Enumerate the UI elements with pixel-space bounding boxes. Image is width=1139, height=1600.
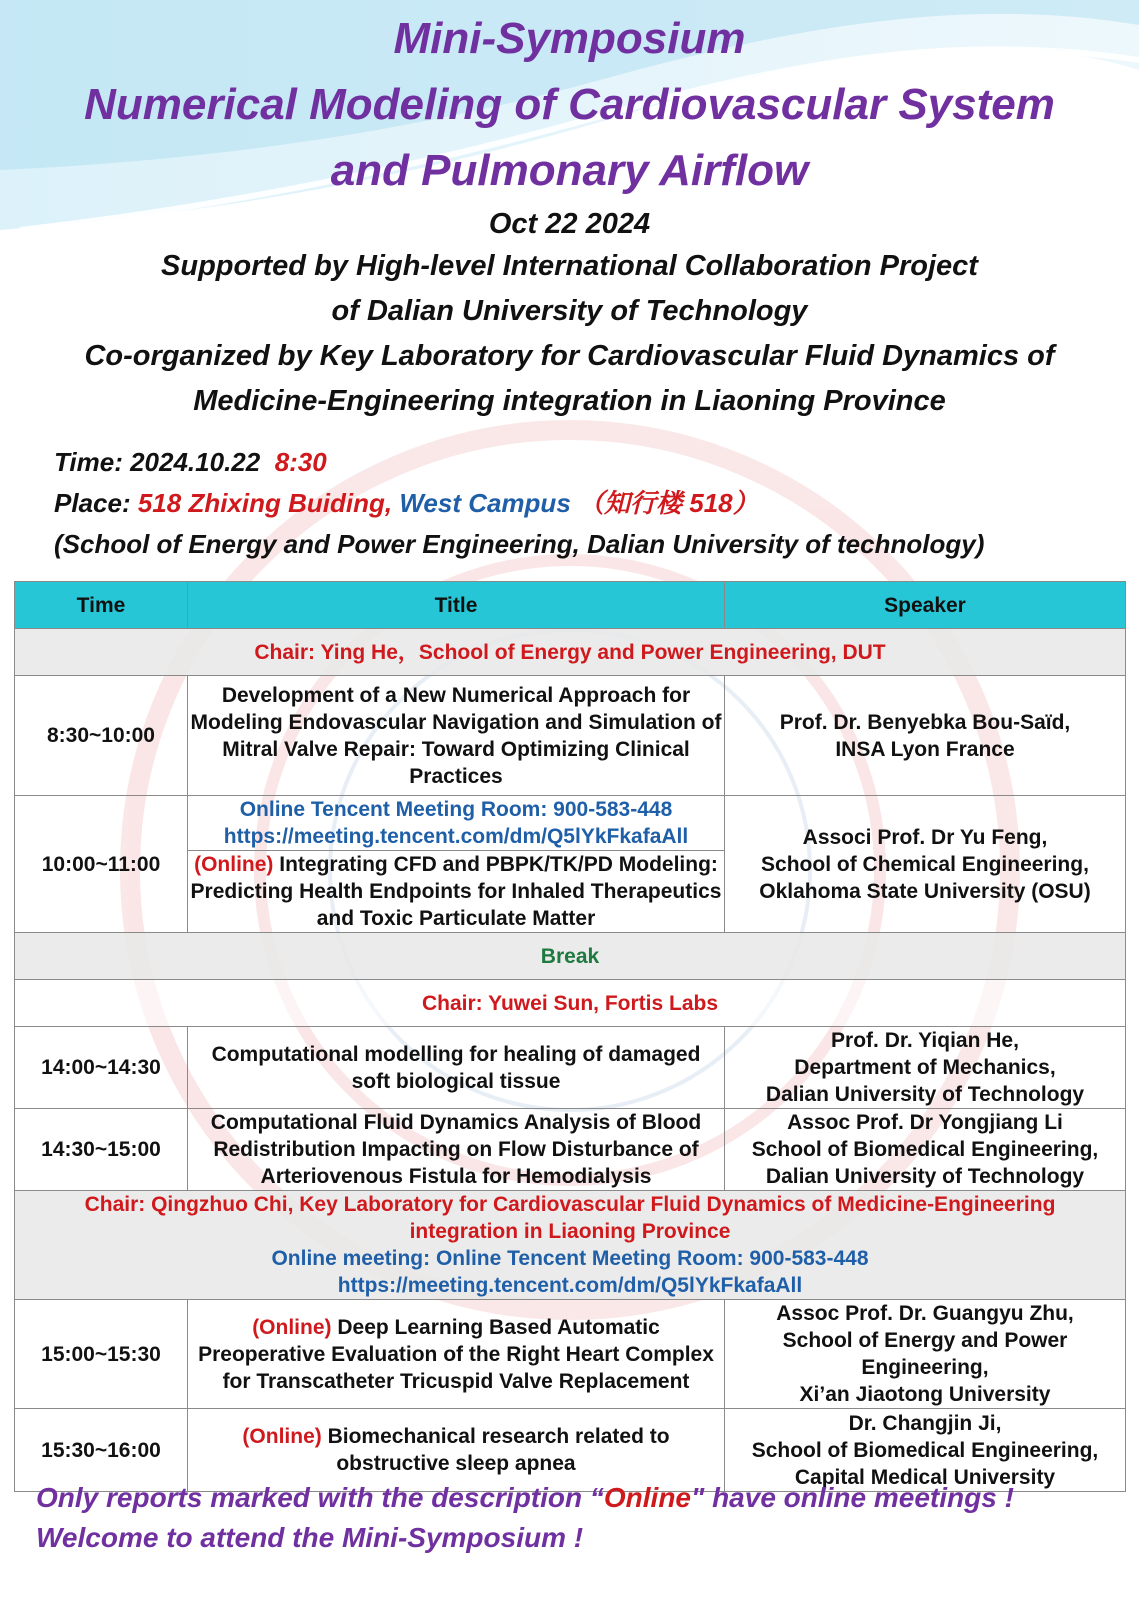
- session-title: Development of a New Numerical Approach for Modeling Endovascular Navigation and Simulation of Mitral Valve Repair: Toward Optimizing Clinical Practices: [188, 676, 725, 796]
- speaker-name: Associ Prof. Dr Yu Feng,: [802, 825, 1048, 849]
- session-row: [15, 1027, 1126, 1109]
- header-speaker: Speaker: [725, 582, 1126, 629]
- chair-3-line-1: Chair: Qingzhuo Chi, Key Laboratory for Cardiovascular Fluid Dynamics of Medicine-Engineering: [84, 1193, 1056, 1216]
- chair-row-1: [15, 629, 1126, 676]
- session-title: Computational Fluid Dynamics Analysis of Blood Redistribution Impacting on Flow Disturbance of Arteriovenous Fistula for Hemodialysis: [188, 1109, 725, 1191]
- speaker-institution: Oklahoma State University (OSU): [759, 879, 1091, 903]
- footer-line-1-pre: Only reports marked with the description “: [36, 1482, 604, 1513]
- speaker-name: Assoc Prof. Dr Yongjiang Li: [787, 1111, 1063, 1134]
- session-title: [188, 851, 724, 932]
- title-line-1: Mini-Symposium: [393, 14, 746, 63]
- online-tag: (Online): [194, 853, 274, 876]
- footer-line-1-post: " have online meetings !: [691, 1482, 1014, 1513]
- speaker-institution: Capital Medical University: [794, 1465, 1056, 1489]
- session-speaker: [725, 796, 1126, 933]
- speaker-institution: Dalian University of Technology: [765, 1165, 1085, 1188]
- title-line-2: Numerical Modeling of Cardiovascular System: [84, 80, 1055, 129]
- chair-3-meeting: Online meeting: Online Tencent Meeting Room: 900-583-448: [271, 1247, 869, 1270]
- speaker-name: Prof. Dr. Benyebka Bou-Saïd,: [779, 710, 1071, 734]
- place-label: Place:: [54, 488, 131, 518]
- speaker-institution: Xi’an Jiaotong University: [799, 1383, 1051, 1406]
- chair-row-2: [15, 980, 1126, 1027]
- speaker-affiliation: Department of Mechanics,: [794, 1056, 1056, 1079]
- session-title: Computational modelling for healing of damaged soft biological tissue: [188, 1027, 725, 1109]
- session-speaker: [725, 1300, 1126, 1409]
- session-time: 10:00~11:00: [15, 796, 188, 933]
- support-line-2: of Dalian University of Technology: [331, 295, 808, 327]
- session-title-text: Biomechanical research related to obstructive sleep apnea: [321, 1425, 670, 1475]
- session-row: [15, 796, 1126, 933]
- break-row: [15, 933, 1126, 980]
- coorganizer-line-1: Co-organized by Key Laboratory for Cardiovascular Fluid Dynamics of: [84, 340, 1055, 372]
- session-row: [15, 676, 1126, 796]
- chair-3-line-2: integration in Liaoning Province: [409, 1220, 731, 1243]
- session-row: [15, 1109, 1126, 1191]
- speaker-affiliation: School of Energy and Power Engineering,: [782, 1329, 1068, 1379]
- footer-line-1: [36, 1478, 1014, 1518]
- speaker-name: Assoc Prof. Dr. Guangyu Zhu,: [776, 1302, 1074, 1325]
- session-row: [15, 1300, 1126, 1409]
- table-header-row: [15, 582, 1126, 629]
- event-date: Oct 22 2024: [488, 208, 651, 240]
- place-line: [54, 483, 1139, 524]
- break-label: Break: [15, 933, 1126, 980]
- time-line: [54, 442, 1139, 483]
- header: [0, 0, 1139, 424]
- session-speaker: [725, 676, 1126, 796]
- meeting-room: Online Tencent Meeting Room: 900-583-448: [239, 798, 673, 821]
- header-time: Time: [15, 582, 188, 629]
- speaker-affiliation: School of Chemical Engineering,: [761, 852, 1089, 876]
- chair-3-link[interactable]: https://meeting.tencent.com/dm/Q5lYkFkafaAll: [337, 1274, 803, 1297]
- chair-1: Chair: Ying He，School of Energy and Power Engineering, DUT: [15, 629, 1126, 676]
- session-time: 15:00~15:30: [15, 1300, 188, 1409]
- chair-3: [15, 1191, 1126, 1300]
- session-time: 14:30~15:00: [15, 1109, 188, 1191]
- support-line-1: Supported by High-level International Collaboration Project: [161, 250, 978, 282]
- header-title: Title: [188, 582, 725, 629]
- session-title-cell: [188, 796, 725, 933]
- title-line-3: and Pulmonary Airflow: [330, 146, 809, 195]
- session-time: 8:30~10:00: [15, 676, 188, 796]
- place-campus: West Campus: [399, 488, 571, 518]
- chair-row-3: [15, 1191, 1126, 1300]
- online-tag: (Online): [252, 1315, 332, 1339]
- online-meeting-info: [188, 796, 724, 851]
- schedule-table: [14, 581, 1126, 1492]
- speaker-name: Prof. Dr. Yiqian He,: [831, 1029, 1019, 1052]
- event-info: [0, 442, 1139, 565]
- session-title: [188, 1300, 725, 1409]
- session-time: 15:30~16:00: [15, 1409, 188, 1492]
- place-room: 518 Zhixing Buiding,: [137, 488, 393, 518]
- session-time: 14:00~14:30: [15, 1027, 188, 1109]
- coorganizer-line-2: Medicine-Engineering integration in Liaoning Province: [193, 385, 946, 417]
- time-value: 8:30: [274, 447, 327, 477]
- speaker-affiliation: School of Biomedical Engineering,: [751, 1438, 1099, 1462]
- speaker-name: Dr. Changjin Ji,: [848, 1411, 1002, 1435]
- session-title-text: Integrating CFD and PBPK/TK/PD Modeling: Predicting Health Endpoints for Inhaled Therapeutics and Toxic Particulate Matter: [190, 853, 722, 930]
- footer-note: [36, 1478, 1014, 1558]
- session-speaker: [725, 1109, 1126, 1191]
- chair-2: Chair: Yuwei Sun, Fortis Labs: [15, 980, 1126, 1027]
- footer-online-word: Online: [603, 1482, 692, 1513]
- footer-line-2: Welcome to attend the Mini-Symposium !: [36, 1522, 584, 1553]
- school-line: (School of Energy and Power Engineering, Dalian University of technology): [54, 529, 985, 559]
- online-tag: (Online): [242, 1425, 322, 1448]
- session-title-text: Deep Learning Based Automatic Preoperative Evaluation of the Right Heart Complex for Transcatheter Tricuspid Valve Replacement: [198, 1315, 714, 1393]
- place-chinese: （知行楼 518）: [578, 488, 759, 518]
- speaker-affiliation: INSA Lyon France: [835, 737, 1015, 761]
- meeting-link[interactable]: https://meeting.tencent.com/dm/Q5lYkFkafaAll: [223, 825, 689, 848]
- session-speaker: [725, 1027, 1126, 1109]
- speaker-institution: Dalian University of Technology: [765, 1083, 1085, 1106]
- speaker-affiliation: School of Biomedical Engineering,: [751, 1138, 1099, 1161]
- time-label: Time: 2024.10.22: [54, 447, 261, 477]
